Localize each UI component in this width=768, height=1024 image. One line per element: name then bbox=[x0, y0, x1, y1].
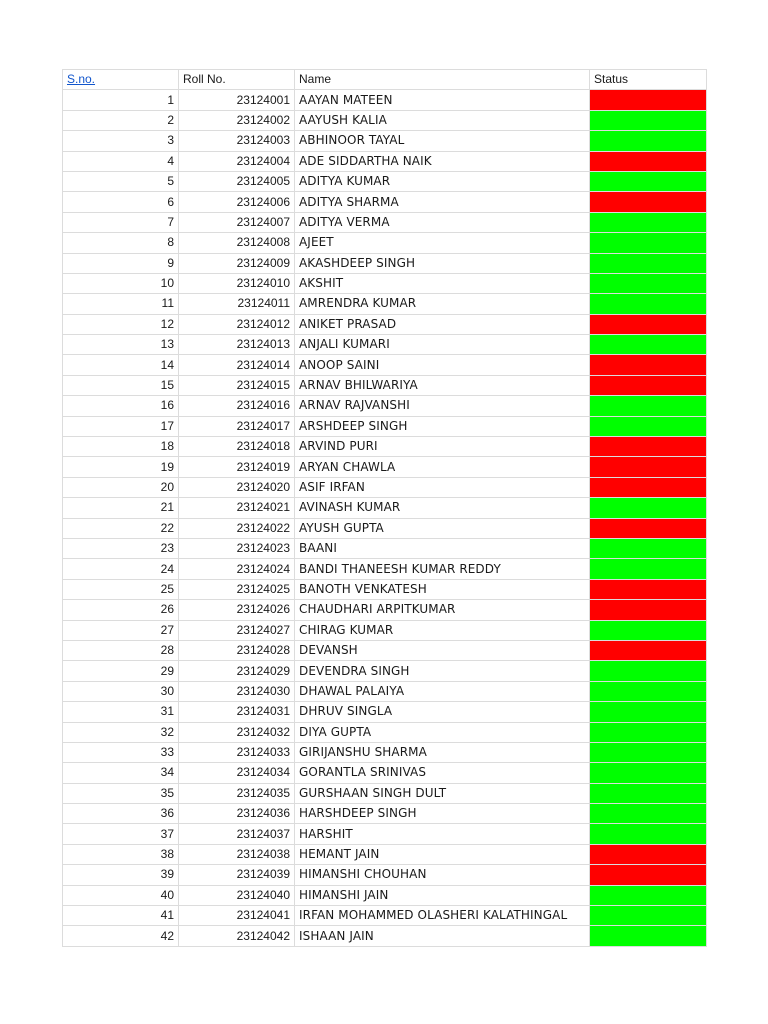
name-cell: AAYUSH KALIA bbox=[295, 110, 590, 130]
sno-cell: 35 bbox=[63, 783, 179, 803]
name-cell: GURSHAAN SINGH DULT bbox=[295, 783, 590, 803]
roll-no-cell: 23124036 bbox=[179, 804, 295, 824]
table-row bbox=[63, 375, 707, 395]
table-header bbox=[63, 70, 707, 90]
name-cell: BAANI bbox=[295, 538, 590, 558]
name-cell: ASIF IRFAN bbox=[295, 477, 590, 497]
roll-no-cell: 23124016 bbox=[179, 396, 295, 416]
name-cell: GORANTLA SRINIVAS bbox=[295, 763, 590, 783]
sno-cell: 13 bbox=[63, 335, 179, 355]
roll-no-cell: 23124010 bbox=[179, 273, 295, 293]
table-row bbox=[63, 294, 707, 314]
sno-cell: 3 bbox=[63, 131, 179, 151]
status-cell-red bbox=[590, 355, 707, 375]
name-cell: HIMANSHI CHOUHAN bbox=[295, 865, 590, 885]
table-row bbox=[63, 498, 707, 518]
table-body bbox=[63, 90, 707, 946]
student-status-table bbox=[62, 69, 707, 947]
roll-no-cell: 23124019 bbox=[179, 457, 295, 477]
name-cell: DEVENDRA SINGH bbox=[295, 661, 590, 681]
name-cell: GIRIJANSHU SHARMA bbox=[295, 742, 590, 762]
sno-cell: 38 bbox=[63, 844, 179, 864]
status-cell-red bbox=[590, 844, 707, 864]
name-cell: ARVIND PURI bbox=[295, 437, 590, 457]
status-cell-red bbox=[590, 640, 707, 660]
table-row bbox=[63, 742, 707, 762]
table-row bbox=[63, 233, 707, 253]
sno-cell: 29 bbox=[63, 661, 179, 681]
table-row bbox=[63, 416, 707, 436]
table-row bbox=[63, 600, 707, 620]
roll-no-cell: 23124012 bbox=[179, 314, 295, 334]
sno-cell: 9 bbox=[63, 253, 179, 273]
table-row bbox=[63, 763, 707, 783]
sno-cell: 37 bbox=[63, 824, 179, 844]
sno-cell: 40 bbox=[63, 885, 179, 905]
name-cell: ANOOP SAINI bbox=[295, 355, 590, 375]
name-cell: CHIRAG KUMAR bbox=[295, 620, 590, 640]
header-status: Status bbox=[590, 70, 707, 90]
sno-cell: 28 bbox=[63, 640, 179, 660]
table-row bbox=[63, 171, 707, 191]
table-row bbox=[63, 620, 707, 640]
name-cell: DIYA GUPTA bbox=[295, 722, 590, 742]
status-cell-green bbox=[590, 702, 707, 722]
sno-cell: 24 bbox=[63, 559, 179, 579]
name-cell: ARYAN CHAWLA bbox=[295, 457, 590, 477]
sno-cell: 4 bbox=[63, 151, 179, 171]
name-cell: HARSHDEEP SINGH bbox=[295, 804, 590, 824]
status-cell-red bbox=[590, 375, 707, 395]
status-cell-green bbox=[590, 742, 707, 762]
sno-cell: 30 bbox=[63, 681, 179, 701]
roll-no-cell: 23124021 bbox=[179, 498, 295, 518]
roll-no-cell: 23124014 bbox=[179, 355, 295, 375]
table-row bbox=[63, 702, 707, 722]
name-cell: HARSHIT bbox=[295, 824, 590, 844]
roll-no-cell: 23124041 bbox=[179, 906, 295, 926]
header-roll-no: Roll No. bbox=[179, 70, 295, 90]
status-cell-green bbox=[590, 906, 707, 926]
status-cell-green bbox=[590, 416, 707, 436]
table-row bbox=[63, 518, 707, 538]
sno-cell: 14 bbox=[63, 355, 179, 375]
status-cell-green bbox=[590, 538, 707, 558]
sno-cell: 18 bbox=[63, 437, 179, 457]
name-cell: ADITYA VERMA bbox=[295, 212, 590, 232]
table-row bbox=[63, 273, 707, 293]
status-cell-green bbox=[590, 212, 707, 232]
status-cell-green bbox=[590, 783, 707, 803]
name-cell: AAYAN MATEEN bbox=[295, 90, 590, 110]
status-cell-green bbox=[590, 885, 707, 905]
table-row bbox=[63, 151, 707, 171]
roll-no-cell: 23124020 bbox=[179, 477, 295, 497]
roll-no-cell: 23124025 bbox=[179, 579, 295, 599]
sno-cell: 22 bbox=[63, 518, 179, 538]
name-cell: ABHINOOR TAYAL bbox=[295, 131, 590, 151]
table-row bbox=[63, 783, 707, 803]
table-row bbox=[63, 885, 707, 905]
sno-cell: 34 bbox=[63, 763, 179, 783]
sno-cell: 2 bbox=[63, 110, 179, 130]
sno-cell: 36 bbox=[63, 804, 179, 824]
status-cell-red bbox=[590, 579, 707, 599]
roll-no-cell: 23124042 bbox=[179, 926, 295, 946]
table-row bbox=[63, 335, 707, 355]
sno-cell: 42 bbox=[63, 926, 179, 946]
table-row bbox=[63, 192, 707, 212]
status-cell-green bbox=[590, 131, 707, 151]
name-cell: AMRENDRA KUMAR bbox=[295, 294, 590, 314]
name-cell: AVINASH KUMAR bbox=[295, 498, 590, 518]
status-cell-green bbox=[590, 335, 707, 355]
roll-no-cell: 23124013 bbox=[179, 335, 295, 355]
sno-cell: 15 bbox=[63, 375, 179, 395]
name-cell: ISHAAN JAIN bbox=[295, 926, 590, 946]
table-row bbox=[63, 253, 707, 273]
sno-cell: 31 bbox=[63, 702, 179, 722]
roll-no-cell: 23124038 bbox=[179, 844, 295, 864]
status-cell-green bbox=[590, 110, 707, 130]
roll-no-cell: 23124034 bbox=[179, 763, 295, 783]
status-cell-green bbox=[590, 681, 707, 701]
sno-cell: 27 bbox=[63, 620, 179, 640]
roll-no-cell: 23124018 bbox=[179, 437, 295, 457]
roll-no-cell: 23124026 bbox=[179, 600, 295, 620]
table-row bbox=[63, 804, 707, 824]
name-cell: ARSHDEEP SINGH bbox=[295, 416, 590, 436]
roll-no-cell: 23124029 bbox=[179, 661, 295, 681]
status-cell-red bbox=[590, 457, 707, 477]
status-cell-green bbox=[590, 294, 707, 314]
table-row bbox=[63, 579, 707, 599]
sno-cell: 32 bbox=[63, 722, 179, 742]
status-cell-green bbox=[590, 763, 707, 783]
name-cell: HEMANT JAIN bbox=[295, 844, 590, 864]
sno-cell: 39 bbox=[63, 865, 179, 885]
status-cell-green bbox=[590, 824, 707, 844]
table-row bbox=[63, 661, 707, 681]
name-cell: ADITYA SHARMA bbox=[295, 192, 590, 212]
sno-cell: 26 bbox=[63, 600, 179, 620]
status-cell-green bbox=[590, 396, 707, 416]
roll-no-cell: 23124024 bbox=[179, 559, 295, 579]
name-cell: DEVANSH bbox=[295, 640, 590, 660]
sno-cell: 11 bbox=[63, 294, 179, 314]
name-cell: HIMANSHI JAIN bbox=[295, 885, 590, 905]
roll-no-cell: 23124004 bbox=[179, 151, 295, 171]
status-cell-red bbox=[590, 151, 707, 171]
sno-cell: 5 bbox=[63, 171, 179, 191]
status-cell-green bbox=[590, 661, 707, 681]
sno-cell: 25 bbox=[63, 579, 179, 599]
sno-cell: 21 bbox=[63, 498, 179, 518]
roll-no-cell: 23124007 bbox=[179, 212, 295, 232]
status-cell-red bbox=[590, 518, 707, 538]
table-row bbox=[63, 457, 707, 477]
roll-no-cell: 23124022 bbox=[179, 518, 295, 538]
sno-cell: 16 bbox=[63, 396, 179, 416]
roll-no-cell: 23124040 bbox=[179, 885, 295, 905]
table-row bbox=[63, 906, 707, 926]
table-row bbox=[63, 477, 707, 497]
roll-no-cell: 23124015 bbox=[179, 375, 295, 395]
status-cell-green bbox=[590, 722, 707, 742]
roll-no-cell: 23124005 bbox=[179, 171, 295, 191]
roll-no-cell: 23124028 bbox=[179, 640, 295, 660]
name-cell: ADE SIDDARTHA NAIK bbox=[295, 151, 590, 171]
roll-no-cell: 23124027 bbox=[179, 620, 295, 640]
status-cell-green bbox=[590, 171, 707, 191]
sno-cell: 17 bbox=[63, 416, 179, 436]
name-cell: AKASHDEEP SINGH bbox=[295, 253, 590, 273]
status-cell-red bbox=[590, 865, 707, 885]
name-cell: CHAUDHARI ARPITKUMAR bbox=[295, 600, 590, 620]
status-cell-green bbox=[590, 804, 707, 824]
name-cell: DHAWAL PALAIYA bbox=[295, 681, 590, 701]
sno-cell: 23 bbox=[63, 538, 179, 558]
status-cell-green bbox=[590, 926, 707, 946]
table-row bbox=[63, 437, 707, 457]
status-cell-red bbox=[590, 90, 707, 110]
table-row bbox=[63, 396, 707, 416]
name-cell: BANOTH VENKATESH bbox=[295, 579, 590, 599]
sno-cell: 6 bbox=[63, 192, 179, 212]
name-cell: DHRUV SINGLA bbox=[295, 702, 590, 722]
status-cell-red bbox=[590, 314, 707, 334]
status-cell-green bbox=[590, 253, 707, 273]
status-cell-green bbox=[590, 273, 707, 293]
status-cell-red bbox=[590, 437, 707, 457]
roll-no-cell: 23124002 bbox=[179, 110, 295, 130]
sno-cell: 19 bbox=[63, 457, 179, 477]
status-cell-green bbox=[590, 559, 707, 579]
status-cell-green bbox=[590, 233, 707, 253]
roll-no-cell: 23124035 bbox=[179, 783, 295, 803]
name-cell: ARNAV BHILWARIYA bbox=[295, 375, 590, 395]
name-cell: ARNAV RAJVANSHI bbox=[295, 396, 590, 416]
table-row bbox=[63, 824, 707, 844]
sno-cell: 8 bbox=[63, 233, 179, 253]
table-row bbox=[63, 110, 707, 130]
sno-cell: 12 bbox=[63, 314, 179, 334]
roll-no-cell: 23124006 bbox=[179, 192, 295, 212]
sno-cell: 1 bbox=[63, 90, 179, 110]
sno-cell: 33 bbox=[63, 742, 179, 762]
roll-no-cell: 23124031 bbox=[179, 702, 295, 722]
table-row bbox=[63, 212, 707, 232]
roll-no-cell: 23124011 bbox=[179, 294, 295, 314]
roll-no-cell: 23124003 bbox=[179, 131, 295, 151]
sno-cell: 41 bbox=[63, 906, 179, 926]
table-row bbox=[63, 355, 707, 375]
roll-no-cell: 23124039 bbox=[179, 865, 295, 885]
table-row bbox=[63, 722, 707, 742]
header-sno[interactable] bbox=[63, 70, 179, 90]
table-row bbox=[63, 559, 707, 579]
roll-no-cell: 23124017 bbox=[179, 416, 295, 436]
status-cell-green bbox=[590, 620, 707, 640]
name-cell: AYUSH GUPTA bbox=[295, 518, 590, 538]
sno-cell: 20 bbox=[63, 477, 179, 497]
table-row bbox=[63, 538, 707, 558]
name-cell: ANJALI KUMARI bbox=[295, 335, 590, 355]
header-row bbox=[63, 70, 707, 90]
roll-no-cell: 23124033 bbox=[179, 742, 295, 762]
table-row bbox=[63, 865, 707, 885]
status-cell-red bbox=[590, 600, 707, 620]
name-cell: BANDI THANEESH KUMAR REDDY bbox=[295, 559, 590, 579]
table-row bbox=[63, 90, 707, 110]
name-cell: ANIKET PRASAD bbox=[295, 314, 590, 334]
roll-no-cell: 23124023 bbox=[179, 538, 295, 558]
status-cell-green bbox=[590, 498, 707, 518]
header-name: Name bbox=[295, 70, 590, 90]
sno-header-link[interactable]: S.no. bbox=[67, 72, 96, 87]
name-cell: AKSHIT bbox=[295, 273, 590, 293]
status-cell-red bbox=[590, 477, 707, 497]
roll-no-cell: 23124008 bbox=[179, 233, 295, 253]
roll-no-cell: 23124001 bbox=[179, 90, 295, 110]
table-row bbox=[63, 314, 707, 334]
table-row bbox=[63, 926, 707, 946]
name-cell: ADITYA KUMAR bbox=[295, 171, 590, 191]
table-row bbox=[63, 131, 707, 151]
roll-no-cell: 23124037 bbox=[179, 824, 295, 844]
name-cell: AJEET bbox=[295, 233, 590, 253]
status-cell-red bbox=[590, 192, 707, 212]
roll-no-cell: 23124030 bbox=[179, 681, 295, 701]
table-row bbox=[63, 640, 707, 660]
roll-no-cell: 23124009 bbox=[179, 253, 295, 273]
sno-cell: 7 bbox=[63, 212, 179, 232]
name-cell: IRFAN MOHAMMED OLASHERI KALATHINGAL bbox=[295, 906, 590, 926]
table-row bbox=[63, 681, 707, 701]
table-row bbox=[63, 844, 707, 864]
sno-cell: 10 bbox=[63, 273, 179, 293]
roll-no-cell: 23124032 bbox=[179, 722, 295, 742]
